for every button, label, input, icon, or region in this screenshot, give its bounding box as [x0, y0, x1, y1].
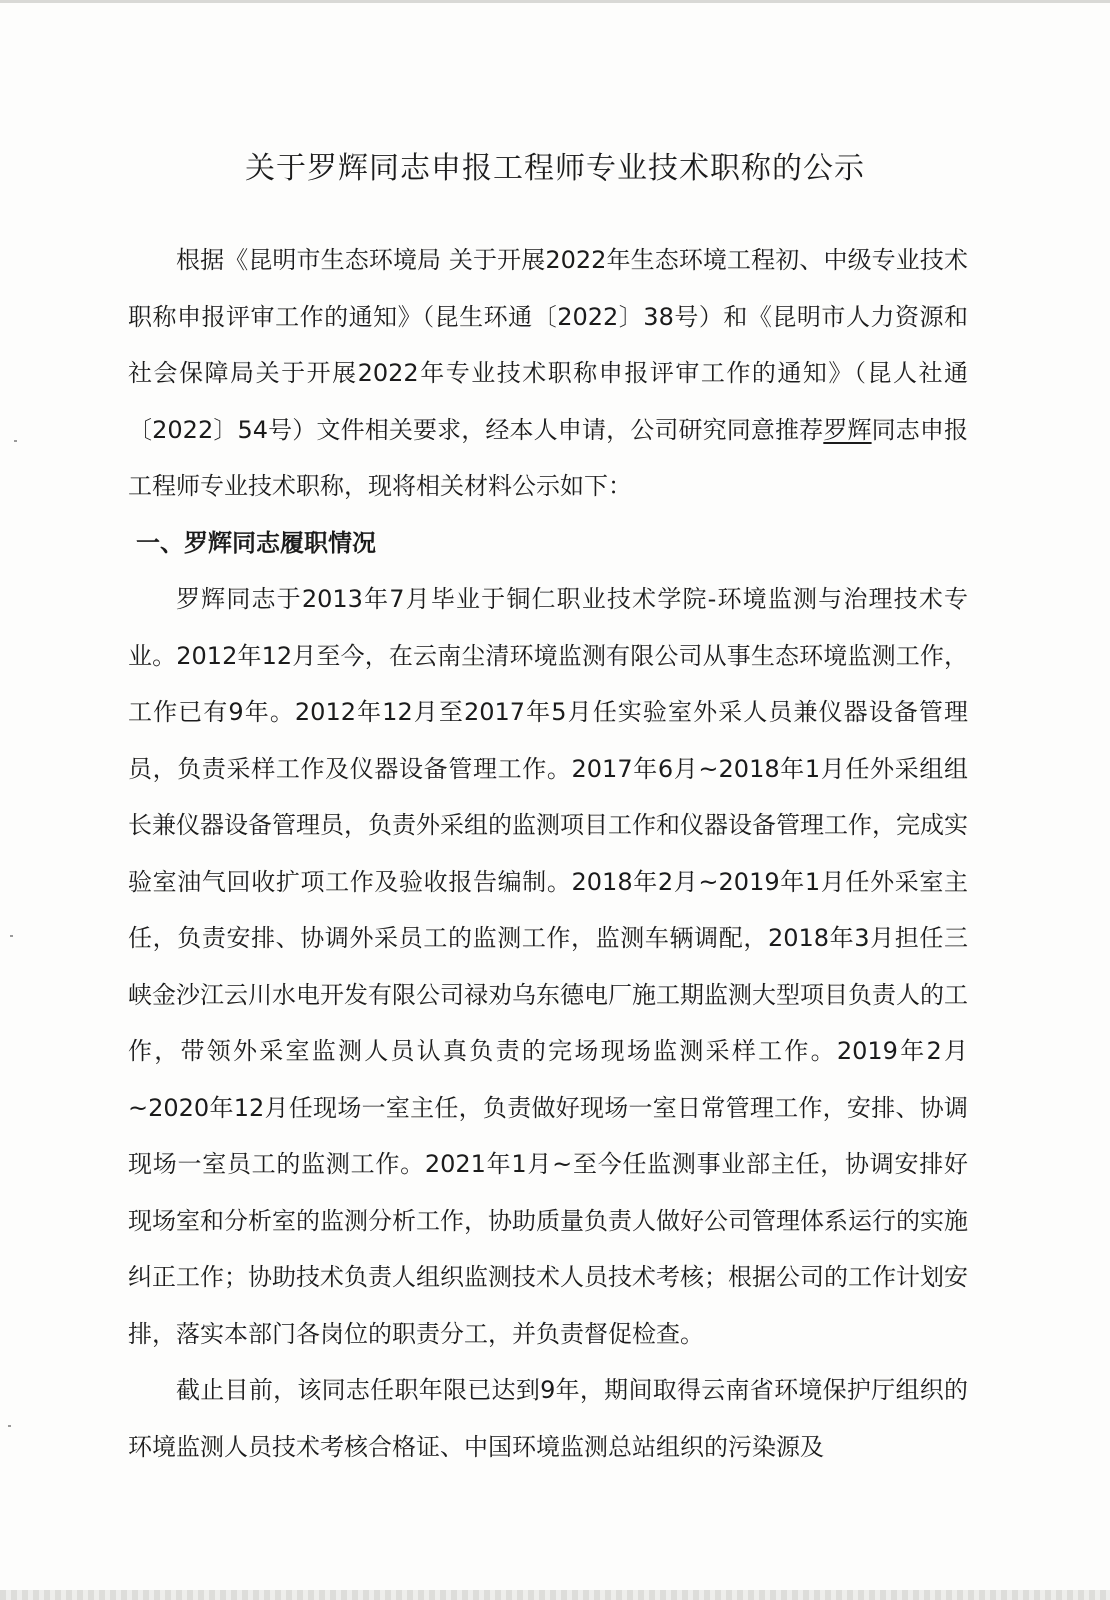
- paragraph-qualifications: 截止目前，该同志任职年限已达到9年，期间取得云南省环境保护厅组织的环境监测人员技术考核合格证、中国环境监测总站组织的污染源及: [128, 1376, 968, 1461]
- scan-edge-bottom: [0, 1590, 1110, 1600]
- paragraph-basis-text: 根据《昆明市生态环境局 关于开展2022年生态环境工程初、中级专业技术职称申报评审工作的通知》（昆生环通〔2022〕38号）和《昆明市人力资源和社会保障局关于开展2022年专业技术职称申报评审工作的通知》（昆人社通〔2022〕54号）文件相关要求，经本人申请，公司研究同意推荐: [128, 246, 968, 444]
- scan-speck: [14, 440, 17, 442]
- page-title: 关于罗辉同志申报工程师专业技术职称的公示: [245, 151, 865, 186]
- document-body: [128, 232, 968, 1475]
- paragraph-duties: 罗辉同志于2013年7月毕业于铜仁职业技术学院-环境监测与治理技术专业。2012年12月至今，在云南尘清环境监测有限公司从事生态环境监测工作，工作已有9年。2012年12月至2017年5月任实验室外采人员兼仪器设备管理员，负责采样工作及仪器设备管理工作。2017年6月~2018年1月任外采组组长兼仪器设备管理员，负责外采组的监测项目工作和仪器设备管理工作，完成实验室油气回收扩项工作及验收报告编制。2018年2月~2019年1月任外采室主任，负责安排、协调外采员工的监测工作，监测车辆调配，2018年3月担任三峡金沙江云川水电开发有限公司禄劝乌东德电厂施工期监测大型项目负责人的工作，带领外采室监测人员认真负责的完场现场监测采样工作。2019年2月~2020年12月任现场一室主任，负责做好现场一室日常管理工作，安排、协调现场一室员工的监测工作。2021年1月~至今任监测事业部主任，协调安排好现场室和分析室的监测分析工作，协助质量负责人做好公司管理体系运行的实施纠正工作；协助技术负责人组织监测技术人员技术考核；根据公司的工作计划安排，落实本部门各岗位的职责分工，并负责督促检查。: [128, 585, 968, 1348]
- candidate-name: 罗辉: [823, 415, 872, 444]
- paragraph-basis-text-end: 同志申报工程师专业技术职称，现将相关材料公示如下：: [128, 415, 969, 500]
- scan-speck: [10, 935, 13, 937]
- section-heading: 一、罗辉同志履职情况: [136, 528, 376, 557]
- scan-speck: [8, 1425, 11, 1427]
- scan-edge-top: [0, 0, 1110, 3]
- paragraph-basis: [128, 232, 968, 515]
